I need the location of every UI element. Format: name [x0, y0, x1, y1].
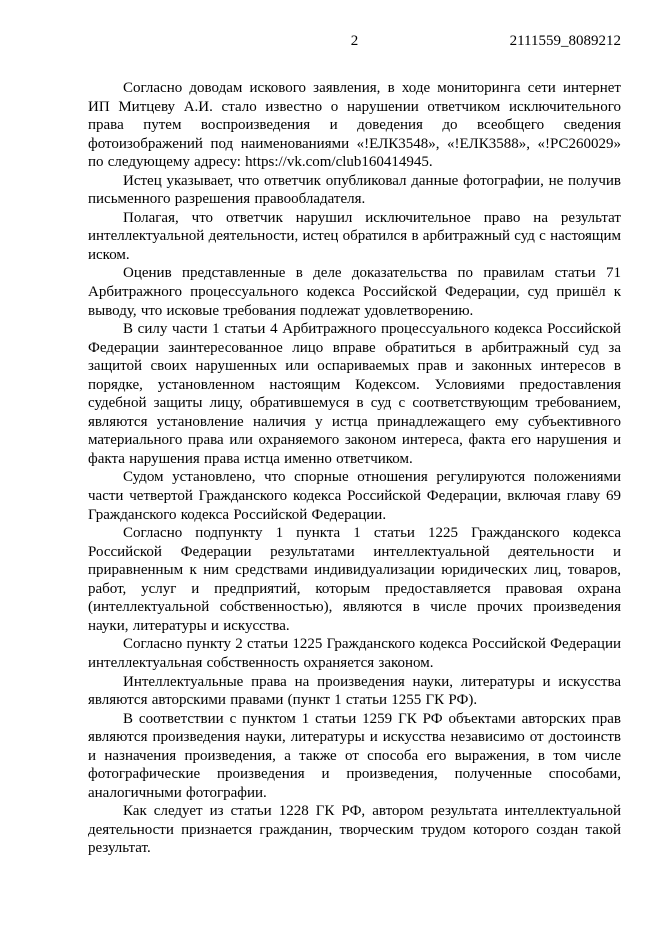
paragraph: Согласно доводам искового заявления, в ходе мониторинга сети интернет ИП Митцеву А.И. стало известно о нарушении ответчиком исключительного права путем воспроизведения и доведения до всеобщего сведения фотоизображений под наименованиями «!ЕЛК3548», «!ЕЛК3588», «!РС260029» по следующему адресу: https://vk.com/club160414945. — [88, 80, 621, 171]
paragraph: Согласно пункту 2 статьи 1225 Гражданского кодекса Российской Федерации интеллектуальная собственность охраняется законом. — [88, 636, 621, 671]
paragraph: Интеллектуальные права на произведения науки, литературы и искусства являются авторскими правами (пункт 1 статьи 1255 ГК РФ). — [88, 673, 621, 709]
document-body — [88, 79, 621, 858]
paragraph: Согласно подпункту 1 пункта 1 статьи 1225 Гражданского кодекса Российской Федерации результатами интеллектуальной деятельности и приравненным к ним средствами индивидуализации юридических лиц, товаров, работ, услуг и предприятий, которым предоставляется правовая охрана (интеллектуальной собственностью), являются в числе прочих произведения науки, литературы и искусства. — [88, 525, 621, 634]
page-header — [88, 33, 621, 49]
paragraph: Судом установлено, что спорные отношения регулируются положениями части четвертой Гражданского кодекса Российской Федерации, включая главу 69 Гражданского кодекса Российской Федерации. — [88, 469, 621, 523]
paragraph: В силу части 1 статьи 4 Арбитражного процессуального кодекса Российской Федерации заинтересованное лицо вправе обратиться в арбитражный суд за защитой своих нарушенных или оспариваемых прав и законных интересов в порядке, установленном настоящим Кодексом. Условиями предоставления судебной защиты лицу, обратившемуся в суд с соответствующим требованием, являются установление наличия у истца принадлежащего ему субъективного материального права или охраняемого законом интереса, факта его нарушения и факта нарушения права истца именно ответчиком. — [88, 321, 621, 467]
paragraph: Как следует из статьи 1228 ГК РФ, автором результата интеллектуальной деятельности признается гражданин, творческим трудом которого создан такой результат. — [88, 803, 621, 857]
page-number: 2 — [350, 33, 359, 49]
paragraph: Оценив представленные в деле доказательства по правилам статьи 71 Арбитражного процессуального кодекса Российской Федерации, суд пришёл к выводу, что исковые требования подлежат удовлетворению. — [88, 265, 621, 319]
paragraph: В соответствии с пунктом 1 статьи 1259 ГК РФ объектами авторских прав являются произведения науки, литературы и искусства независимо от достоинств и назначения произведения, а также от способа его выражения, в том числе фотографические произведения и произведения, полученные способами, аналогичными фотографии. — [88, 710, 621, 801]
paragraph: Полагая, что ответчик нарушил исключительное право на результат интеллектуальной деятельности, истец обратился в арбитражный суд с настоящим иском. — [88, 209, 621, 263]
document-id: 2111559_8089212 — [509, 33, 621, 49]
paragraph: Истец указывает, что ответчик опубликовал данные фотографии, не получив письменного разрешения правообладателя. — [88, 172, 621, 208]
